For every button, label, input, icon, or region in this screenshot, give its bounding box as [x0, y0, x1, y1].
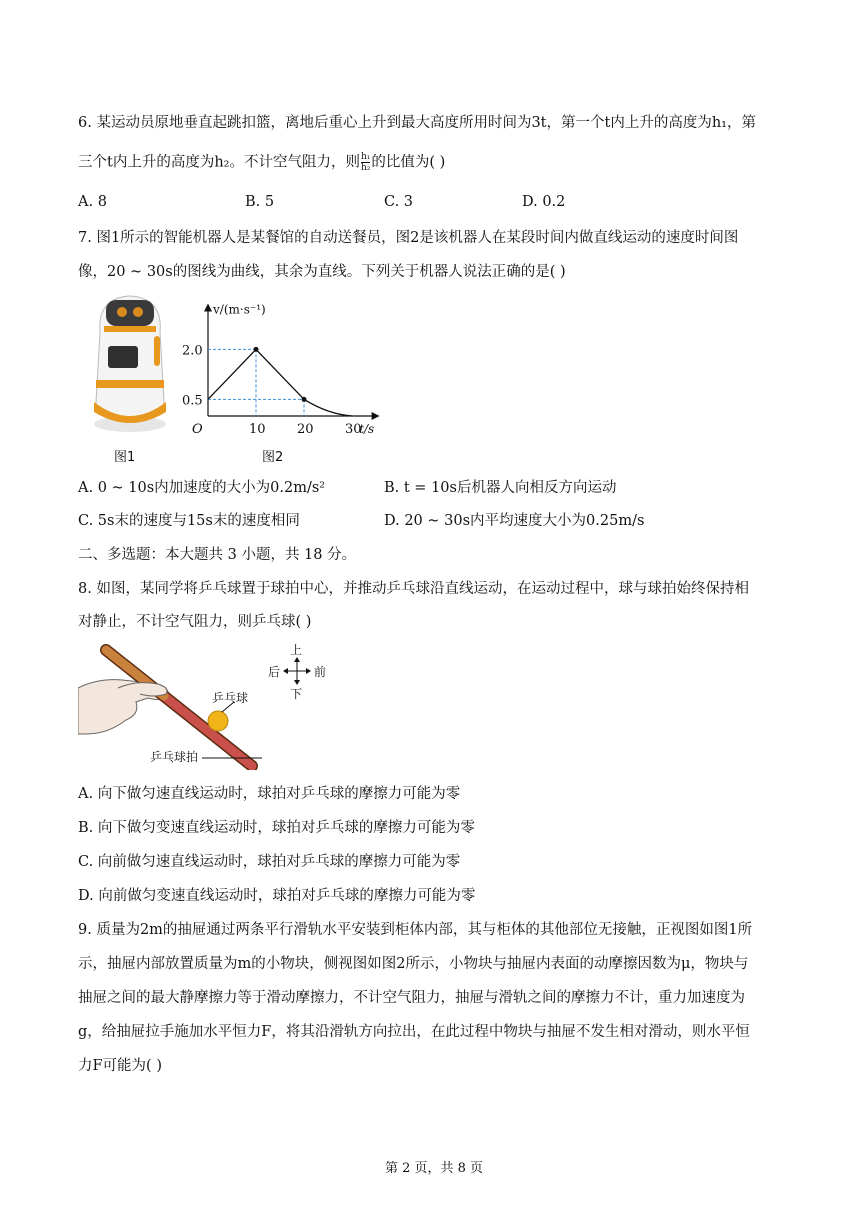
y-axis-label: v/(m·s⁻¹): [213, 302, 266, 317]
dir-front-label: 前: [314, 665, 327, 679]
q7-option-a: A. 0 ~ 10s内加速度的大小为0.2m/s²: [78, 480, 326, 496]
q9-line3: 抽屉之间的最大静摩擦力等于滑动摩擦力，不计空气阻力，抽屉与滑轨之间的摩擦力不计，重力加速度为: [78, 990, 745, 1006]
direction-arrows-icon: [282, 656, 312, 686]
point-peak: [254, 347, 259, 352]
q8-option-c: C. 向前做匀速直线运动时，球拍对乒乓球的摩擦力可能为零: [78, 854, 461, 870]
q7-option-d: D. 20 ~ 30s内平均速度大小为0.25m/s: [384, 513, 645, 529]
q7-line2: 像，20 ~ 30s的图线为曲线，其余为直线。下列关于机器人说法正确的是( ): [78, 264, 566, 280]
fig1-caption: 图1: [114, 450, 136, 465]
paddle-leader-line: [202, 755, 264, 761]
dir-down-label: 下: [290, 687, 303, 701]
q6-frac-den: h₂: [360, 163, 371, 173]
q6-line2: [78, 152, 445, 173]
q9-line2: 示，抽屉内部放置质量为m的小物块，侧视图如图2所示，小物块与抽屉内表面的动摩擦因数为μ，物块与: [78, 956, 749, 972]
y-axis-arrow: [204, 303, 212, 311]
q6-line2-pre: 三个t内上升的高度为h₂。不计空气阻力，则: [78, 154, 360, 171]
point-20s: [302, 397, 307, 402]
q6-option-b: B. 5: [245, 194, 275, 210]
q6-line2-post: 的比值为( ): [371, 154, 446, 171]
section2-header: 二、多选题：本大题共 3 小题，共 18 分。: [78, 547, 357, 563]
q6-option-a: A. 8: [78, 194, 107, 210]
ball-leader-line: [220, 700, 240, 714]
q6-option-c: C. 3: [384, 194, 414, 210]
q9-line5: 力F可能为( ): [78, 1058, 162, 1074]
dir-up-label: 上: [290, 643, 303, 657]
q6-line1: 6. 某运动员原地垂直起跳扣篮，离地后重心上升到最大高度所用时间为3t，第一个t内上升的高度为h₁，第: [78, 115, 756, 131]
x-tick-label: 10: [249, 422, 266, 437]
q8-option-b: B. 向下做匀变速直线运动时，球拍对乒乓球的摩擦力可能为零: [78, 820, 475, 836]
q8-option-a: A. 向下做匀速直线运动时，球拍对乒乓球的摩擦力可能为零: [78, 786, 461, 802]
y-tick-label: 2.0: [182, 343, 203, 359]
q6-fraction: [361, 152, 370, 173]
label-ping-pong-ball: 乒乓球: [212, 691, 249, 705]
page-footer: 第 2 页，共 8 页: [384, 1161, 484, 1176]
fig2-caption: 图2: [262, 450, 284, 465]
y-tick-label: 0.5: [182, 393, 203, 409]
origin-label: O: [192, 422, 203, 437]
q8-line2: 对静止，不计空气阻力，则乒乓球( ): [78, 614, 312, 630]
x-axis-arrow: [372, 412, 380, 420]
q6-frac-num: h₁: [360, 152, 371, 162]
q9-line4: g，给抽屉拉手施加水平恒力F，将其沿滑轨方向拉出，在此过程中物块与抽屉不发生相对滑动，则水平恒: [78, 1024, 750, 1040]
x-axis-label: t/s: [359, 422, 375, 436]
q9-line1: 9. 质量为2m的抽屉通过两条平行滑轨水平安装到柜体内部，其与柜体的其他部位无接触，正视图如图1所: [78, 922, 753, 938]
label-paddle: 乒乓球拍: [150, 750, 199, 764]
q8-option-d: D. 向前做匀变速直线运动时，球拍对乒乓球的摩擦力可能为零: [78, 888, 476, 904]
q7-option-b: B. t = 10s后机器人向相反方向运动: [384, 480, 617, 496]
x-tick-label: 30: [345, 422, 362, 437]
robot-figure: [88, 292, 172, 434]
dir-back-label: 后: [268, 665, 281, 679]
q8-line1: 8. 如图，某同学将乒乓球置于球拍中心，并推动乒乓球沿直线运动，在运动过程中，球与球拍始终保持相: [78, 581, 749, 597]
q6-option-d: D. 0.2: [522, 194, 566, 210]
vt-curve-segment: [304, 399, 352, 416]
x-tick-label: 20: [297, 422, 314, 437]
q7-option-c: C. 5s末的速度与15s末的速度相同: [78, 513, 300, 529]
vt-chart: [180, 298, 400, 438]
q7-line1: 7. 图1所示的智能机器人是某餐馆的自动送餐员，图2是该机器人在某段时间内做直线运动的速度时间图: [78, 230, 739, 246]
